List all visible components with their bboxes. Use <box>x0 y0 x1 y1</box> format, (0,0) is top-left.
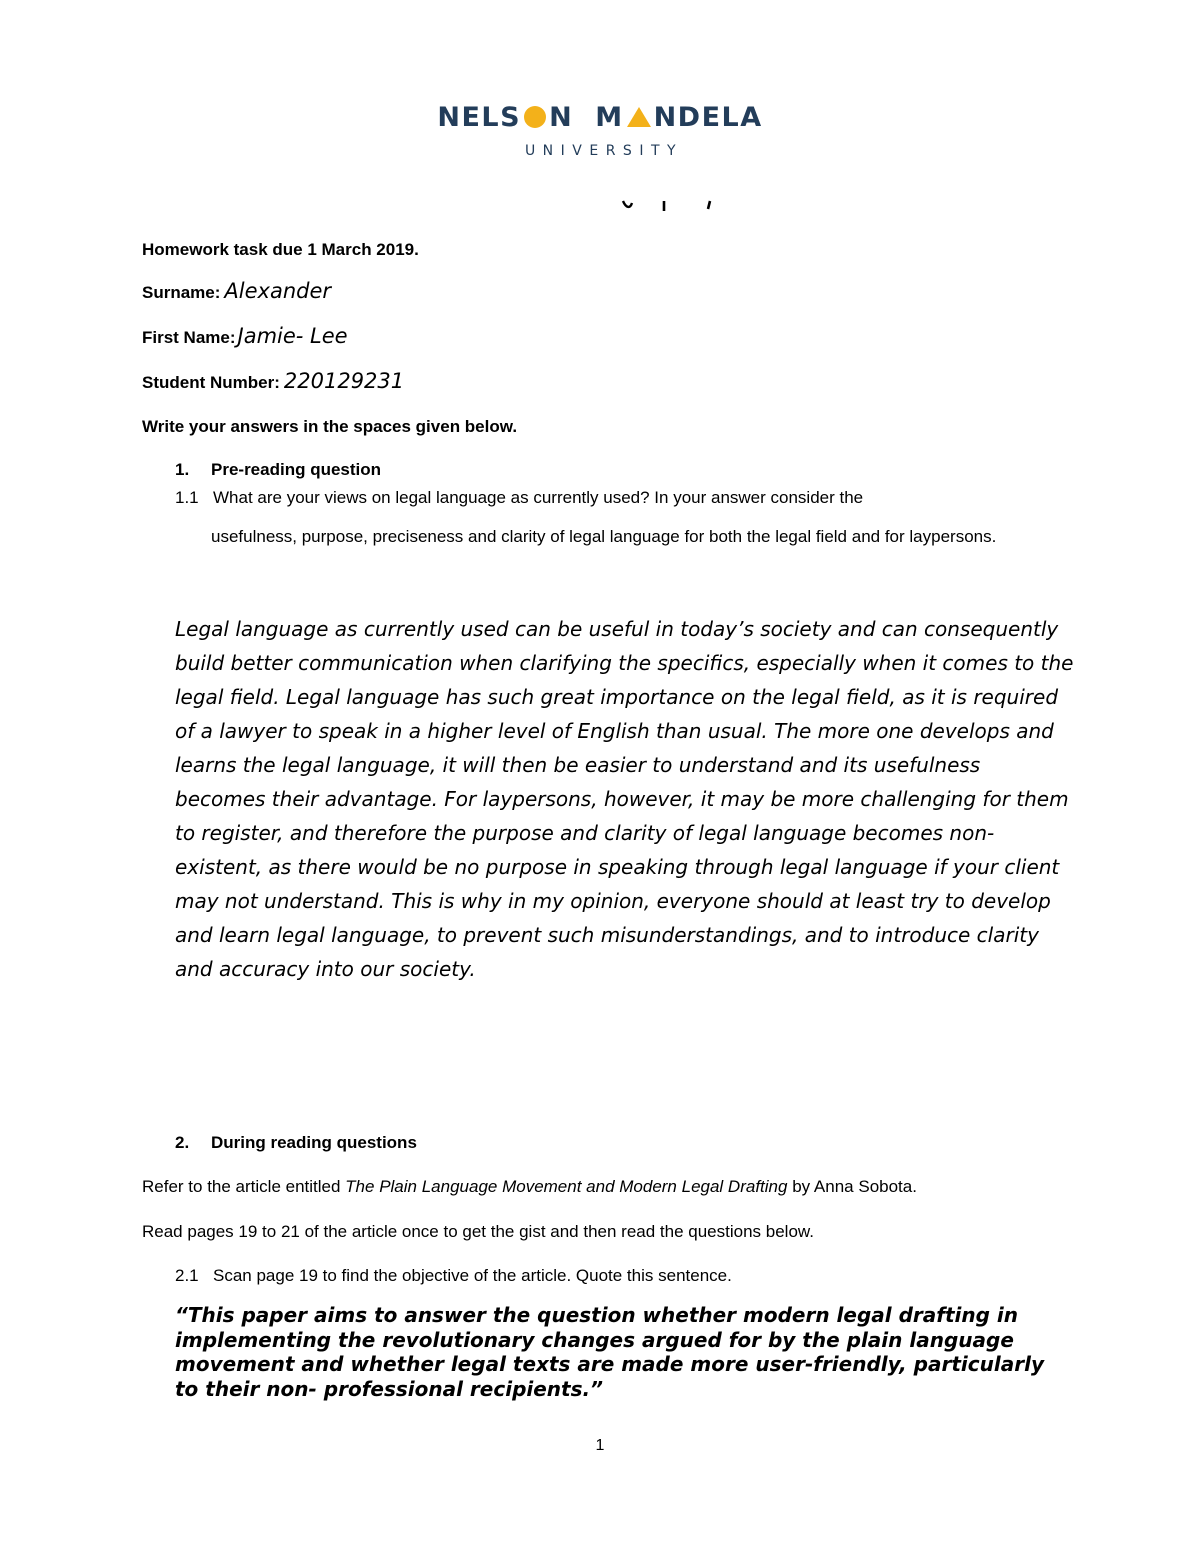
student-number-field <box>142 370 404 394</box>
question-1-1-line1: What are your views on legal language as currently used? In your answer consider the <box>213 488 864 507</box>
question-1-1-number: 1.1 <box>175 488 199 507</box>
logo-text-part: N <box>549 101 574 133</box>
page-number: 1 <box>595 1437 605 1454</box>
cut-off-heading <box>0 199 1200 213</box>
section-2-title: During reading questions <box>211 1133 417 1152</box>
student-number-value: 220129231 <box>283 369 405 393</box>
surname-label: Surname: <box>142 283 221 302</box>
instruction-line: Write your answers in the spaces given below. <box>142 417 518 436</box>
surname-value: Alexander <box>224 279 332 303</box>
university-logo <box>0 100 1200 159</box>
heading-descender-marks <box>620 199 730 213</box>
question-1-1-rest: usefulness, purpose, preciseness and clarity of legal language for both the legal field and for laypersons. <box>211 527 997 546</box>
section-1-number: 1. <box>175 460 190 479</box>
refer-prefix: Refer to the article entitled <box>142 1177 346 1196</box>
refer-suffix: by Anna Sobota. <box>787 1177 917 1196</box>
refer-line <box>142 1176 917 1198</box>
logo-subtitle: UNIVERSITY <box>524 143 684 159</box>
student-number-label: Student Number: <box>142 373 280 392</box>
first-name-field <box>142 325 348 349</box>
first-name-label: First Name: <box>142 328 236 347</box>
read-instruction-line: Read pages 19 to 21 of the article once to get the gist and then read the questions below. <box>142 1222 814 1241</box>
logo-wordmark <box>437 100 762 134</box>
first-name-value: Jamie- Lee <box>237 324 348 348</box>
logo-text-part: NDELA <box>653 101 763 133</box>
question-2-1-number: 2.1 <box>175 1266 199 1285</box>
logo-triangle-icon <box>626 106 652 128</box>
article-title: The Plain Language Movement and Modern Legal Drafting <box>345 1177 788 1196</box>
section-2-number: 2. <box>175 1133 190 1152</box>
logo-text-part: NELS <box>437 101 522 133</box>
logo-sun-circle-icon <box>524 106 546 128</box>
due-date-line: Homework task due 1 March 2019. <box>142 240 419 259</box>
surname-field <box>142 280 331 304</box>
question-2-1-text: Scan page 19 to find the objective of the article. Quote this sentence. <box>213 1266 732 1285</box>
section-1-title: Pre-reading question <box>211 460 382 479</box>
answer-2-1: “This paper aims to answer the question whether modern legal drafting in implementing the revolutionary changes argued for by the plain language movement and whether legal texts are made more user-friendly, particularly to their non- professional recipients.” <box>175 1303 1044 1401</box>
logo-text-part: M <box>595 101 624 133</box>
answer-1-1: Legal language as currently used can be useful in today’s society and can consequently build better communication when clarifying the specifics, especially when it comes to the legal field. Legal language has such great importance on the legal field, as it is required of a lawyer to speak in a higher level of English than usual. The more one develops and learns the legal language, it will then be easier to understand and its usefulness becomes their advantage. For laypersons, however, it may be more challenging for them to register, and therefore the purpose and clarity of legal language becomes non-existent, as there would be no purpose in speaking through legal language if your client may not understand. This is why in my opinion, everyone should at least try to develop and learn legal language, to prevent such misunderstandings, and to introduce clarity and accuracy into our society. <box>175 617 1074 981</box>
